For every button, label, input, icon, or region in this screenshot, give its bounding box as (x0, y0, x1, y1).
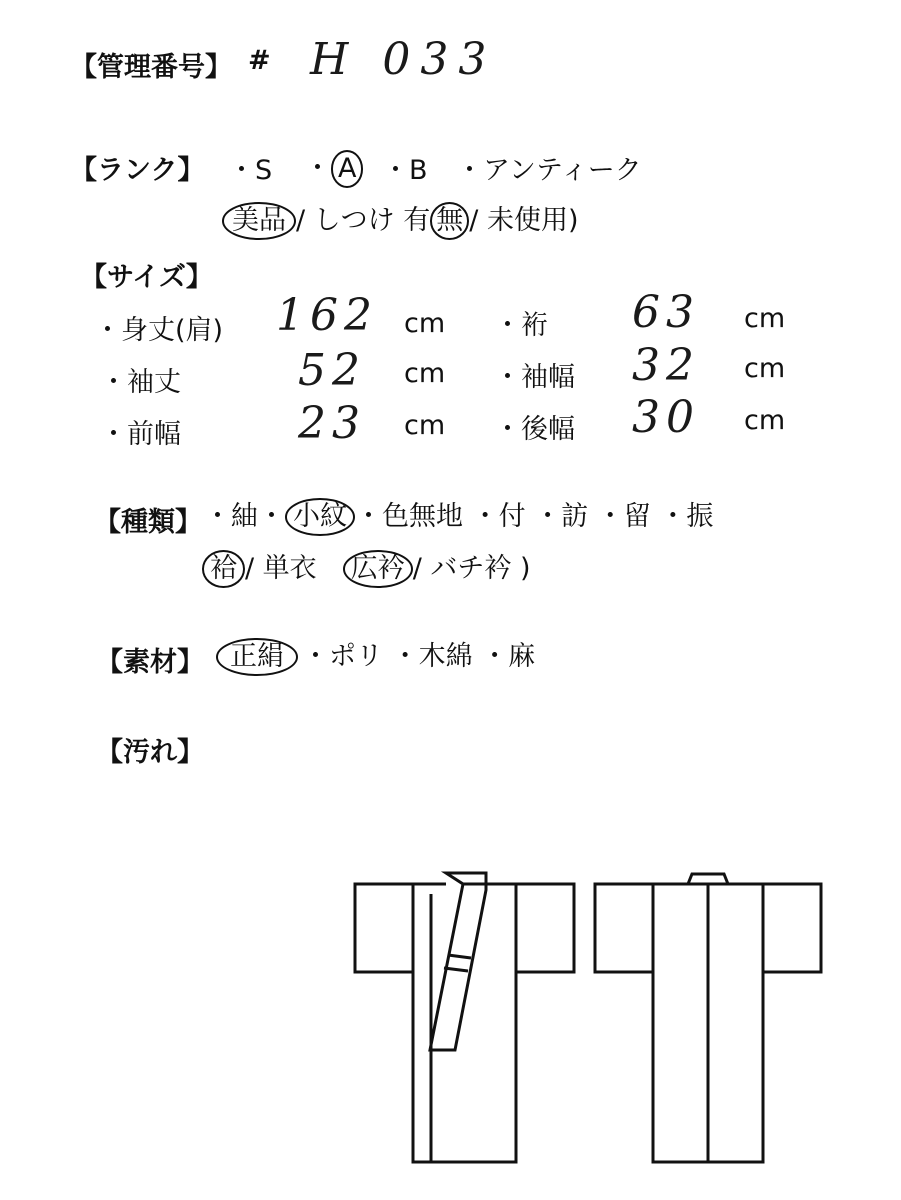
size-row-3-left-label: ・前幅 (100, 419, 181, 450)
management-number-label: 【管理番号】 (70, 52, 232, 83)
size-row-1-right-value: 63 (632, 287, 700, 338)
size-row-2-left-label: ・袖丈 (100, 367, 181, 398)
size-row-2-right-value: 32 (632, 340, 700, 391)
rank-option-b: ・B (382, 155, 428, 186)
hiroeri-circle: 広衿 (343, 550, 413, 588)
basting-text: / しつけ 有 (296, 205, 431, 236)
rank-option-s: ・S (228, 155, 273, 186)
komon-circle: 小紋 (285, 498, 355, 536)
stain-label: 【汚れ】 (96, 737, 204, 768)
type-rest: ・色無地 ・付 ・訪 ・留 ・振 (355, 501, 714, 532)
rank-label: 【ランク】 (70, 155, 205, 186)
bachieri-text: / バチ衿 ) (412, 553, 531, 584)
size-row-1-left-label: ・身丈(肩) (94, 315, 224, 346)
size-row-3-left-unit: cm (404, 410, 446, 441)
kimono-back-drawing (595, 874, 821, 1162)
type-tsumugi: ・紬・ (204, 501, 285, 532)
size-row-2-right-label: ・袖幅 (494, 362, 575, 393)
material-label: 【素材】 (96, 647, 204, 678)
silk-circle: 正絹 (216, 638, 298, 676)
size-row-2-left-unit: cm (404, 358, 446, 389)
size-row-2-right-unit: cm (744, 353, 786, 384)
unused-text: / 未使用) (469, 205, 579, 236)
hash-symbol: # (248, 45, 271, 76)
type-label: 【種類】 (94, 507, 202, 538)
size-row-3-right-label: ・後幅 (494, 414, 575, 445)
management-number-value: H 033 (310, 34, 497, 85)
size-row-3-right-unit: cm (744, 405, 786, 436)
rank-selected-circle: A (331, 150, 363, 188)
size-label: 【サイズ】 (80, 262, 213, 293)
hitoe-text: / 単衣 (245, 553, 317, 584)
material-rest: ・ポリ ・木綿 ・麻 (302, 641, 536, 672)
size-row-3-left-value: 23 (298, 398, 366, 449)
rank-option-antique: ・アンティーク (456, 155, 642, 186)
kimono-front-drawing (355, 873, 574, 1162)
size-row-2-left-value: 52 (298, 345, 366, 396)
beauty-circle: 美品 (222, 202, 296, 240)
rank-option-a: ・ A (304, 146, 363, 188)
size-row-1-left-unit: cm (404, 308, 446, 339)
size-row-1-right-unit: cm (744, 303, 786, 334)
size-row-3-right-value: 30 (632, 392, 700, 443)
awase-circle: 袷 (202, 550, 245, 588)
size-row-1-left-value: 162 (276, 290, 378, 341)
size-row-1-right-label: ・裄 (494, 310, 548, 341)
none-circle: 無 (430, 202, 469, 240)
